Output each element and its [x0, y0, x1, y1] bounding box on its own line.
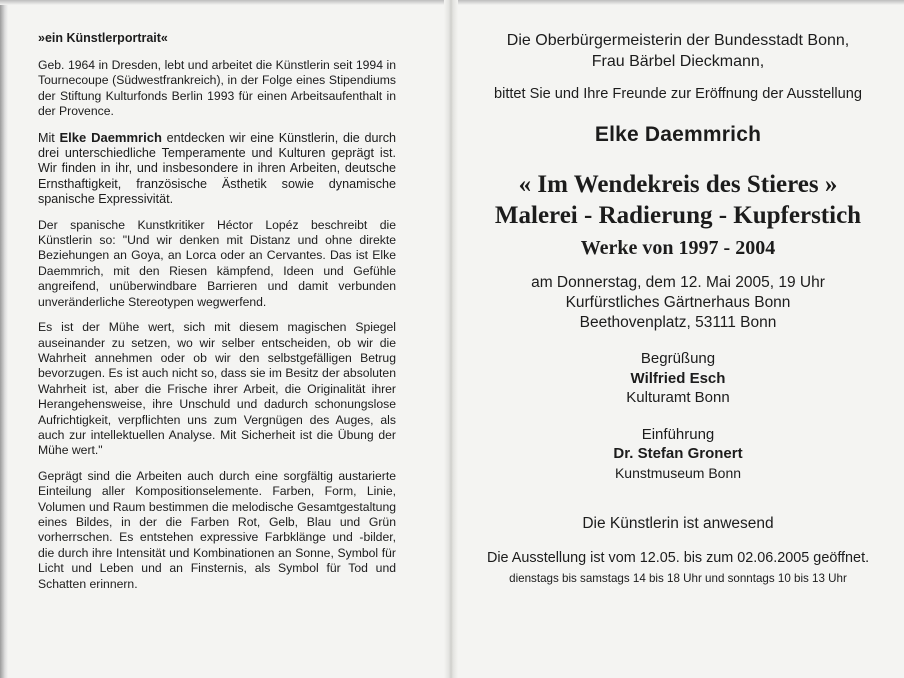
works-years: Werke von 1997 - 2004: [580, 237, 776, 259]
artist-name-inline: Elke Daemmrich: [59, 129, 162, 145]
invitation-column: [458, 30, 898, 585]
welcome-speaker: Wilfried Esch: [630, 369, 726, 387]
opening-hours: dienstags bis samstags 14 bis 18 Uhr und sonntags 10 bis 13 Uhr: [509, 572, 847, 585]
welcome-organization: Kulturamt Bonn: [626, 389, 730, 406]
mirror-paragraph: Es ist der Mühe wert, sich mit diesem magischen Spiegel auseinander zu setzen, wo wir selber entscheiden, ob wir die Wahrheit annehmen oder ob wir den selbstgefälligen Betrug bevorzugen. Es ist auch nicht so, dass sie im Besitz der absoluten Wahrheit ist, aber die Frische ihrer Arbeit, die Originalität ihrer Herangehensweise, ihre Unschuld und dadurch schonungslose Aufrichtigkeit, verpflichten uns zum Vergnügen des Auges, als auch zur intellektuellen Analyse. Mit Sicherheit ist die Übung der Mühe wert.": [38, 320, 396, 458]
event-address: Beethovenplatz, 53111 Bonn: [579, 314, 777, 331]
invitation-text: bittet Sie und Ihre Freunde zur Eröffnung der Ausstellung: [493, 86, 863, 102]
host-line-1: Die Oberbürgermeisterin der Bundesstadt Bonn,: [506, 32, 850, 49]
event-venue: Kurfürstliches Gärtnerhaus Bonn: [565, 294, 791, 311]
biography-paragraph: Geb. 1964 in Dresden, lebt und arbeitet die Künstlerin seit 1994 in Tournecoupe (Südwestfrankreich), in der Folge eines Stipendiums der Stiftung Kulturfonds Berlin 1993 für einen Arbeitsaufenthalt in der Provence.: [38, 58, 396, 119]
critic-quote-paragraph: Der spanische Kunstkritiker Héctor Lopéz beschreibt die Künstlerin so: "Und wir denken mit Distanz und ohne direkte Beziehungen an Goya, an Lorca oder an Cervantes. Das ist Elke Daemmrich, mit den Riesen kämpfend, Ideen und Gefühle angreifend, unüberwindbare Barrieren und damit verbunden unveränderliche Stereotypen wegwerfend.: [38, 217, 396, 309]
p2-rest: entdecken wir eine Künstlerin, die durch drei unterschiedliche Temperamente und Kulturen geprägt ist. Wir finden in ihr, und insbesondere in ihren Arbeiten, deutsche Ernsthaftigkeit, französische Ästhetik sowie dynamische spanische Expressivität.: [38, 130, 397, 207]
introduction-speaker: Dr. Stefan Gronert: [613, 445, 743, 462]
exhibition-title: « Im Wendekreis des Stieres »: [518, 171, 838, 198]
exhibition-subtitle: Malerei - Radierung - Kupferstich: [494, 202, 862, 229]
scan-edge: [0, 0, 8, 678]
introduction-organization: Kunstmuseum Bonn: [614, 464, 742, 481]
artist-portrait-column: [38, 31, 396, 602]
exhibition-period: Die Ausstellung ist vom 12.05. bis zum 02.06.2005 geöffnet.: [486, 550, 870, 566]
welcome-block: [458, 349, 898, 408]
introduction-label: Einführung: [641, 425, 715, 443]
composition-paragraph: Geprägt sind die Arbeiten auch durch eine sorgfältig austarierte Einteilung aller Kompositionselemente. Farben, Form, Linie, Volumen und Raum bestimmen die melodische Gesamtgestaltung eines Bildes, in der die Farben Rot, Gelb, Blau und Grün vorherrschen. Es entstehen expressive Farbklänge und -bilder, die durch ihre Intensität und Kombinationen an Sonne, Symbol für Licht und Leben und an Finsternis, als Symbol für Tod und Schatten erinnern.: [38, 468, 396, 591]
artist-name: Elke Daemmrich: [594, 123, 762, 146]
event-date: am Donnerstag, dem 12. Mai 2005, 19 Uhr: [531, 274, 825, 291]
event-details: [458, 273, 898, 333]
p2-prefix: Mit: [38, 130, 55, 145]
welcome-label: Begrüßung: [640, 350, 716, 367]
artist-present-note: Die Künstlerin ist anwesend: [582, 515, 774, 532]
host-line-2: Frau Bärbel Dieckmann,: [591, 53, 765, 70]
portrait-heading: »ein Künstlerportrait«: [38, 31, 168, 45]
page-fold: [444, 0, 458, 678]
characterization-paragraph: [38, 130, 396, 208]
introduction-block: [458, 425, 898, 484]
